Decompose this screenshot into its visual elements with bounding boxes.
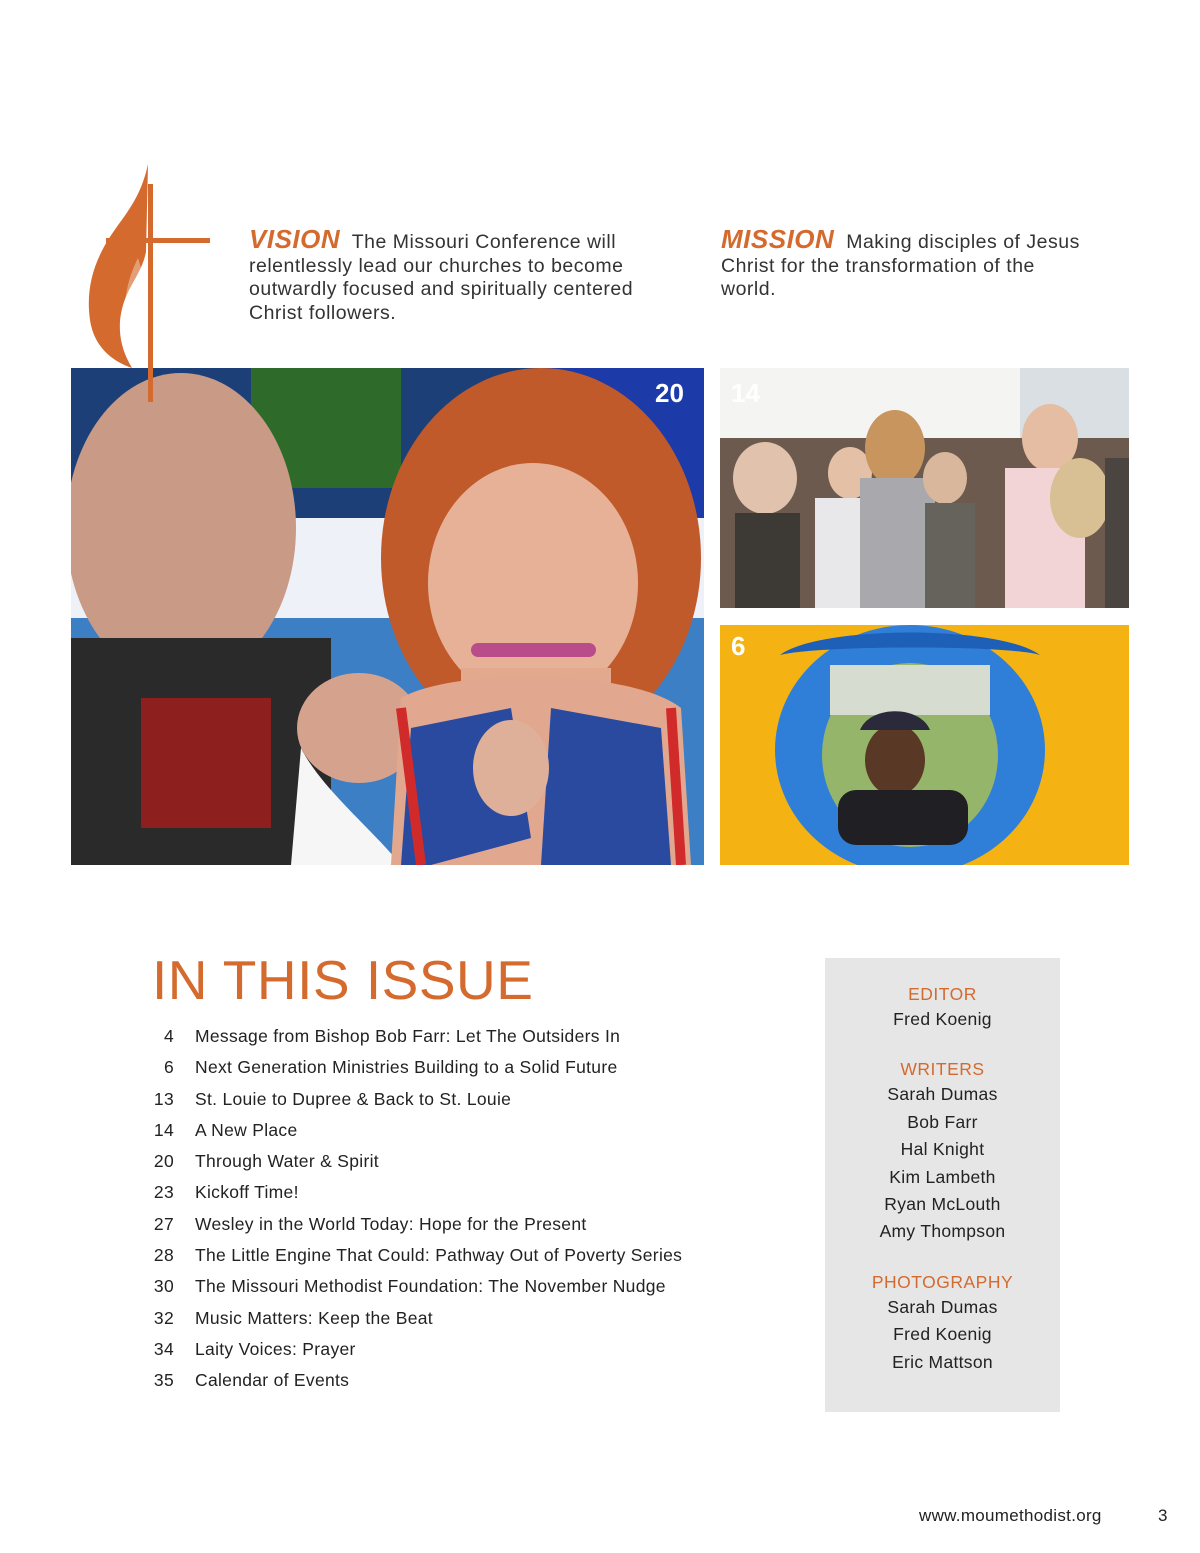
mission-text: Making disciples of Jesus Christ for the transformation of the world. (721, 231, 1080, 300)
toc-item[interactable] (140, 1241, 682, 1272)
toc-item[interactable] (140, 1335, 682, 1366)
photo-baptism-image (71, 368, 704, 865)
in-this-issue-heading: IN THIS ISSUE (152, 949, 534, 1011)
footer-website-link[interactable]: www.moumethodist.org (919, 1506, 1102, 1525)
toc-item[interactable] (140, 1053, 682, 1084)
cross-flame-logo (80, 162, 212, 402)
editor-group (825, 982, 1060, 1033)
writer-name: Kim Lambeth (889, 1166, 996, 1187)
editor-heading: EDITOR (908, 984, 977, 1004)
photo-baptism (71, 368, 704, 865)
toc-page-number: 6 (163, 1057, 174, 1078)
toc-title: St. Louie to Dupree & Back to St. Louie (195, 1088, 512, 1109)
vision-text: The Missouri Conference will relentlessly lead our churches to become outwardly focused and spiritually centered Christ followers. (249, 231, 634, 324)
toc-page-number: 32 (153, 1307, 174, 1328)
photography-heading: PHOTOGRAPHY (871, 1271, 1014, 1292)
toc-item[interactable] (140, 1147, 682, 1178)
photographer-name: Eric Mattson (892, 1351, 993, 1372)
photography-group (825, 1270, 1060, 1376)
toc-page-number: 30 (153, 1276, 174, 1297)
photographer-name: Sarah Dumas (887, 1296, 998, 1317)
toc-title: Music Matters: Keep the Beat (195, 1307, 433, 1328)
toc-item[interactable] (140, 1210, 682, 1241)
toc-item[interactable] (140, 1116, 682, 1147)
table-of-contents (140, 1022, 682, 1398)
toc-title: The Missouri Methodist Foundation: The November Nudge (195, 1276, 666, 1297)
toc-title: The Little Engine That Could: Pathway Out of Poverty Series (195, 1245, 683, 1266)
toc-title: Laity Voices: Prayer (195, 1338, 356, 1359)
photographer-name: Fred Koenig (893, 1324, 992, 1345)
toc-page-number: 27 (153, 1213, 174, 1234)
writer-name: Amy Thompson (879, 1221, 1006, 1242)
writers-heading: WRITERS (900, 1059, 985, 1080)
vision-statement (249, 224, 689, 325)
toc-page-number: 13 (153, 1088, 174, 1109)
toc-page-number: 28 (153, 1245, 174, 1266)
photo-page-number-20: 20 (655, 378, 684, 408)
toc-title: Message from Bishop Bob Farr: Let The Outsiders In (195, 1026, 621, 1046)
photo-tunnel-image (720, 625, 1129, 865)
toc-title: Next Generation Ministries Building to a Solid Future (195, 1057, 618, 1078)
toc-title: Calendar of Events (195, 1370, 350, 1391)
writer-name: Hal Knight (900, 1139, 985, 1160)
toc-item[interactable] (140, 1272, 682, 1303)
toc-page-number: 23 (153, 1182, 174, 1203)
toc-page-number: 14 (153, 1119, 174, 1140)
mission-label: MISSION (721, 224, 835, 254)
vision-label: VISION (249, 224, 341, 254)
photo-tunnel (720, 625, 1129, 865)
toc-title: Through Water & Spirit (195, 1151, 379, 1172)
toc-page-number: 20 (153, 1151, 174, 1172)
photo-crowd (720, 368, 1129, 608)
mission-statement (721, 224, 1081, 302)
toc-page-number: 4 (163, 1026, 174, 1046)
toc-item[interactable] (140, 1085, 682, 1116)
photo-crowd-image (720, 368, 1129, 608)
footer-page-number: 3 (1158, 1506, 1168, 1525)
photo-page-number-14: 14 (731, 378, 760, 408)
writer-name: Ryan McLouth (884, 1194, 1001, 1215)
toc-item[interactable] (140, 1178, 682, 1209)
toc-title: Kickoff Time! (195, 1182, 299, 1203)
writer-name: Sarah Dumas (887, 1084, 998, 1105)
toc-item[interactable] (140, 1022, 682, 1053)
editor-name: Fred Koenig (893, 1009, 992, 1029)
toc-title: Wesley in the World Today: Hope for the Present (195, 1213, 587, 1234)
toc-page-number: 34 (153, 1338, 174, 1359)
photo-page-number-6: 6 (731, 631, 746, 661)
toc-title: A New Place (195, 1119, 298, 1140)
toc-page-number: 35 (153, 1370, 174, 1391)
toc-item[interactable] (140, 1304, 682, 1335)
writer-name: Bob Farr (907, 1111, 978, 1132)
toc-item[interactable] (140, 1366, 682, 1397)
credits-box (825, 958, 1060, 1412)
writers-group (825, 1057, 1060, 1245)
